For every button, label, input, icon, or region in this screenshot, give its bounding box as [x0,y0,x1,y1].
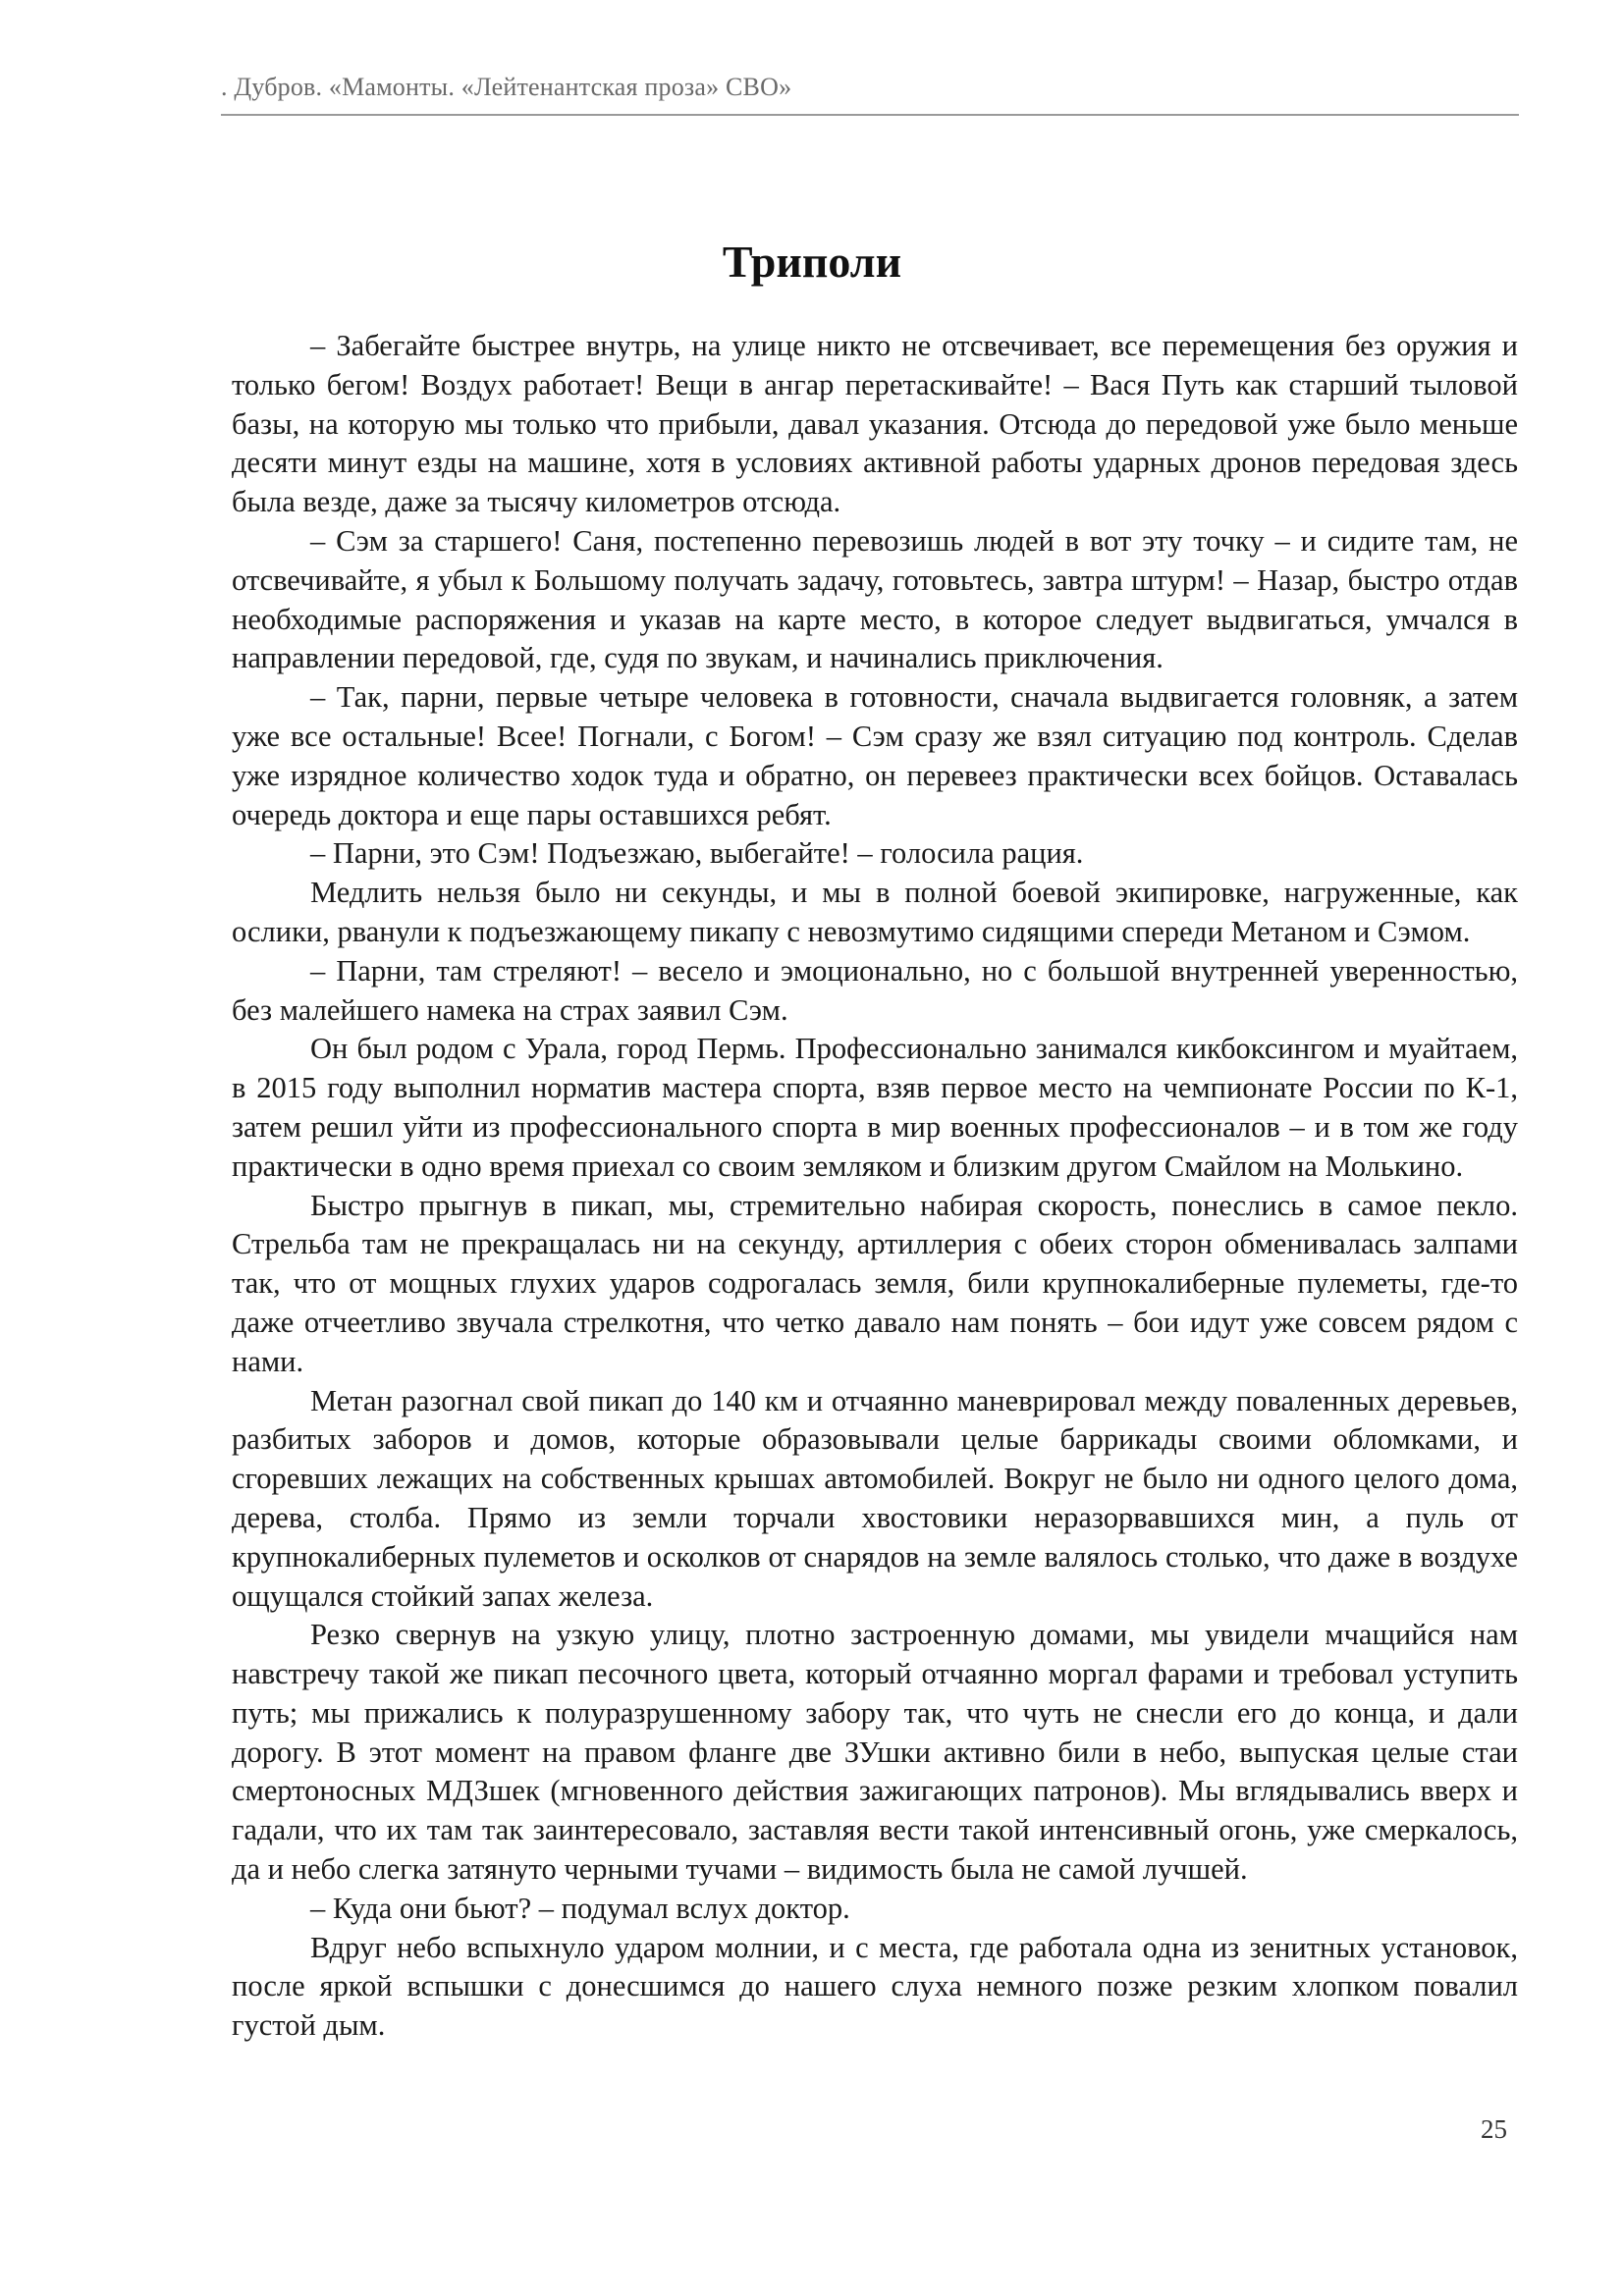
paragraph: Быстро прыгнув в пикап, мы, стремительно набирая скорость, понеслись в самое пекло. Стрельба там не прекращалась ни на секунду, артиллерия с обеих сторон обменивалась залпами так, что от мощных глухих ударов содрогалась земля, били крупнокалиберные пулеметы, где-то даже отчеетливо звучала стрелкотня, что четко давало нам понять – бои идут уже совсем рядом с нами. [232,1188,1518,1378]
paragraph: – Парни, там стреляют! – весело и эмоционально, но с большой внутренней уверенностью, без малейшего намека на страх заявил Сэм. [232,953,1518,1027]
chapter-title: Триполи [722,237,902,287]
chapter-body [232,327,1518,2046]
page-number: 25 [1481,2114,1507,2144]
paragraph: Он был родом с Урала, город Пермь. Профессионально занимался кикбоксингом и муайтаем, в 2015 году выполнил норматив мастера спорта, взяв первое место на чемпионате России по К-1, затем решил уйти из профессионального спорта в мир военных профессионалов – и в том же году практически в одно время приехал со своим земляком и близким другом Смайлом на Молькино. [232,1032,1518,1183]
paragraph: – Парни, это Сэм! Подъезжаю, выбегайте! – голосила рация. [310,836,1084,871]
paragraph: Вдруг небо вспыхнуло ударом молнии, и с места, где работала одна из зенитных установок, после яркой вспышки с донесшимся до нашего слуха немного позже резким хлопком повалил густой дым. [232,1930,1518,2043]
paragraph: – Так, парни, первые четыре человека в готовности, сначала выдвигается головняк, а затем уже все остальные! Всее! Погнали, с Богом! – Сэм сразу же взял ситуацию под контроль. Сделав уже изрядное количество ходок туда и обратно, он перевеез практически всех бойцов. Оставалась очередь доктора и еще пары оставшихся ребят. [232,680,1518,831]
paragraph: Резко свернув на узкую улицу, плотно застроенную домами, мы увидели мчащийся нам навстречу такой же пикап песочного цвета, который отчаянно моргал фарами и требовал уступить путь; мы прижались к полуразрушенному забору так, что чуть не снесли его до конца, и дали дорогу. В этот момент на правом фланге две ЗУшки активно били в небо, выпуская целые стаи смертоносных МДЗшек (мгновенного действия зажигающих патронов). Мы вглядывались вверх и гадали, что их там так заинтересовало, заставляя вести такой интенсивный огонь, уже смеркалось, да и небо слегка затянуто черными тучами – видимость была не самой лучшей. [232,1618,1518,1887]
running-header: . Дубров. «Мамонты. «Лейтенантская проза» СВО» [221,73,792,101]
paragraph: – Сэм за старшего! Саня, постепенно перевозишь людей в вот эту точку – и сидите там, не отсвечивайте, я убыл к Большому получать задачу, готовьтесь, завтра штурм! – Назар, быстро отдав необходимые распоряжения и указав на карте место, в которое следует выдвигаться, умчался в направлении передовой, где, судя по звукам, и начинались приключения. [232,523,1518,675]
paragraph: – Забегайте быстрее внутрь, на улице никто не отсвечивает, все перемещения без оружия и только бегом! Воздух работает! Вещи в ангар перетаскивайте! – Вася Путь как старший тыловой базы, на которую мы только что прибыли, давал указания. Отсюда до передовой уже было меньше десяти минут езды на машине, хотя в условиях активной работы ударных дронов передовая здесь была везде, даже за тысячу километров отсюда. [232,329,1518,519]
header-divider [221,114,1519,116]
paragraph: Медлить нельзя было ни секунды, и мы в полной боевой экипировке, нагруженные, как ослики, рванули к подъезжающему пикапу с невозмутимо сидящими спереди Метаном и Сэмом. [232,876,1518,948]
paragraph: – Куда они бьют? – подумал вслух доктор. [310,1891,850,1925]
paragraph: Метан разогнал свой пикап до 140 км и отчаянно маневрировал между поваленных деревьев, разбитых заборов и домов, которые образовывали целые баррикады своими обломками, и сгоревших лежащих на собственных крышах автомобилей. Вокруг не было ни одного целого дома, дерева, столба. Прямо из земли торчали хвостовики неразорвавшихся мин, а пуль от крупнокалиберных пулеметов и осколков от снарядов на земле валялось столько, что даже в воздухе ощущался стойкий запах железа. [232,1383,1518,1613]
